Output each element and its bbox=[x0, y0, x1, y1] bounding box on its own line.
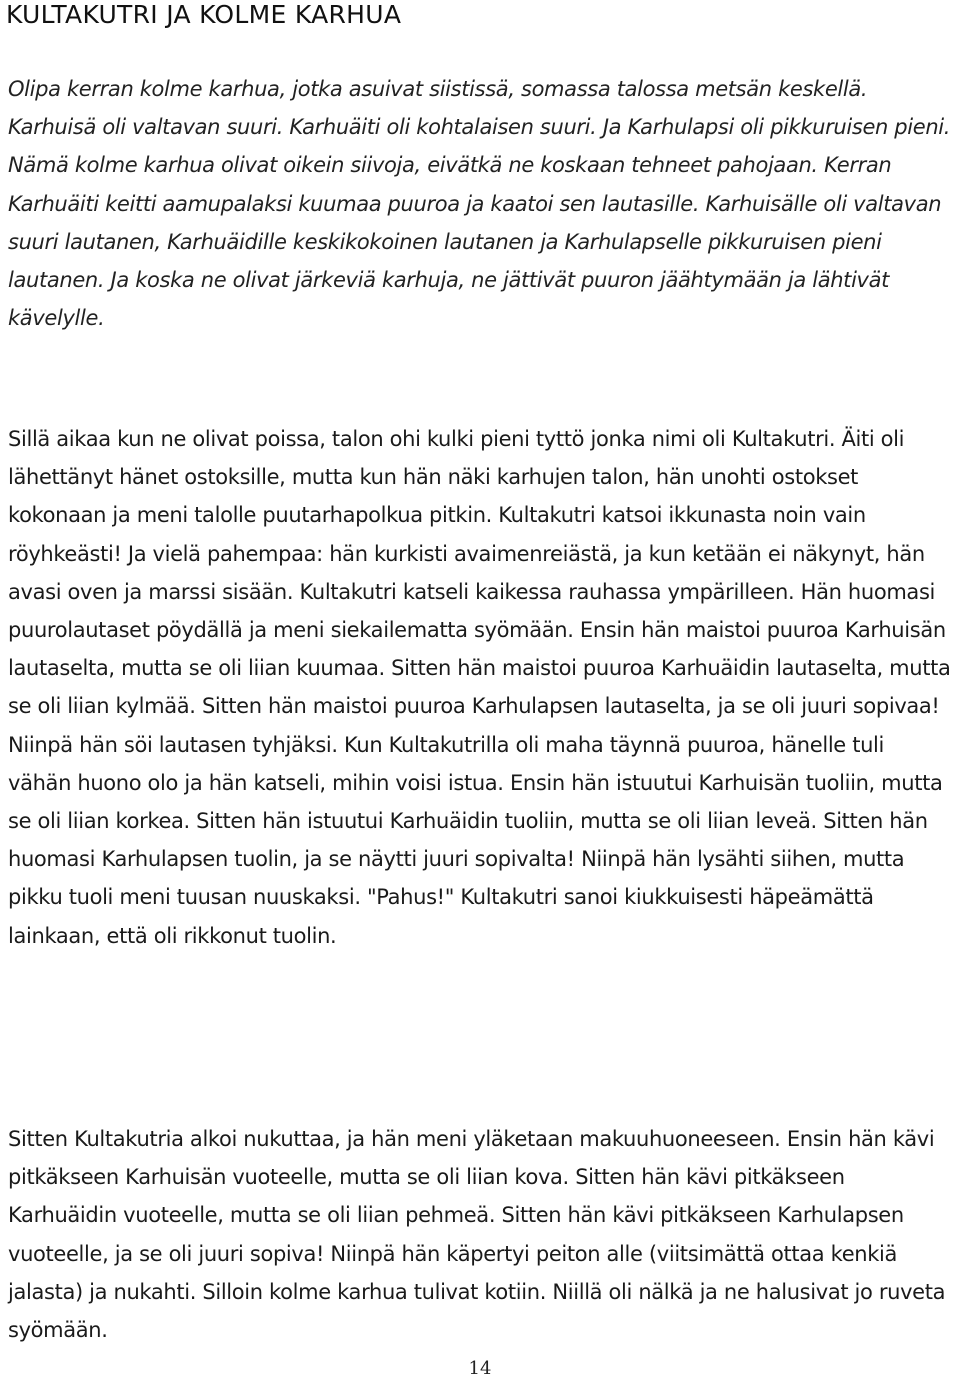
paragraph-intro: Olipa kerran kolme karhua, jotka asuivat siistissä, somassa talossa metsän keskellä. Karhuisä oli valtavan suuri. Karhuäiti oli kohtalaisen suuri. Ja Karhulapsi oli pikkuruisen pieni. Nämä kolme karhua olivat oikein siivoja, eivätkä ne koskaan tehneet pahojaan. Kerran Karhuäiti keitti aamupalaksi kuumaa puuroa ja kaatoi sen lautasille. Karhuisälle oli valtavan suuri lautanen, Karhuäidille keskikokoinen lautanen ja Karhulapselle pikkuruisen pieni lautanen. Ja koska ne olivat järkeviä karhuja, ne jättivät puuron jäähtymään ja lähtivät kävelylle. bbox=[8, 77, 951, 331]
page-number: 14 bbox=[468, 1358, 492, 1379]
paragraph-beds: Sitten Kultakutria alkoi nukuttaa, ja hän meni yläketaan makuuhuoneeseen. Ensin hän kävi pitkäkseen Karhuisän vuoteelle, mutta se oli liian kova. Sitten hän kävi pitkäkseen Karhuäidin vuoteelle, mutta se oli liian pehmeä. Sitten hän kävi pitkäkseen Karhulapsen vuoteelle, ja se oli juuri sopiva! Niinpä hän käpertyi peiton alle (viitsimättä ottaa kenkiä jalasta) ja nukahti. Silloin kolme karhua tulivat kotiin. Niillä oli nälkä ja ne halusivat jo ruveta syömään. bbox=[8, 1127, 946, 1343]
paragraph-porridge-and-chairs: Sillä aikaa kun ne olivat poissa, talon ohi kulki pieni tyttö jonka nimi oli Kultakutri. Äiti oli lähettänyt hänet ostoksille, mutta kun hän näki karhujen talon, hän unohti ostokset kokonaan ja meni talolle puutarhapolkua pitkin. Kultakutri katsoi ikkunasta noin vain röyhkeästi! Ja vielä pahempaa: hän kurkisti avaimenreiästä, ja kun ketään ei näkynyt, hän avasi oven ja marssi sisään. Kultakutri katseli kaikessa rauhassa ympärilleen. Hän huomasi puurolautaset pöydällä ja meni siekailematta syömään. Ensin hän maistoi puuroa Karhuisän lautaselta, mutta se oli liian kuumaa. Sitten hän maistoi puuroa Karhuäidin lautaselta, mutta se oli liian kylmää. Sitten hän maistoi puuroa Karhulapsen lautaselta, ja se oli juuri sopivaa! Niinpä hän söi lautasen tyhjäksi. Kun Kultakutrilla oli maha täynnä puuroa, hänelle tuli vähän huono olo ja hän katseli, mihin voisi istua. Ensin hän istuutui Karhuisän tuoliin, mutta se oli liian korkea. Sitten hän istuutui Karhuäidin tuoliin, mutta se oli liian leveä. Sitten hän huomasi Karhulapsen tuolin, ja se näytti juuri sopivalta! Niinpä hän lysähti siihen, mutta pikku tuoli meni tuusan nuuskaksi. "Pahus!" Kultakutri sanoi kiukkuisesti häpeämättä lainkaan, että oli rikkonut tuolin. bbox=[8, 427, 951, 948]
document-title: KULTAKUTRI JA KOLME KARHUA bbox=[6, 0, 402, 29]
